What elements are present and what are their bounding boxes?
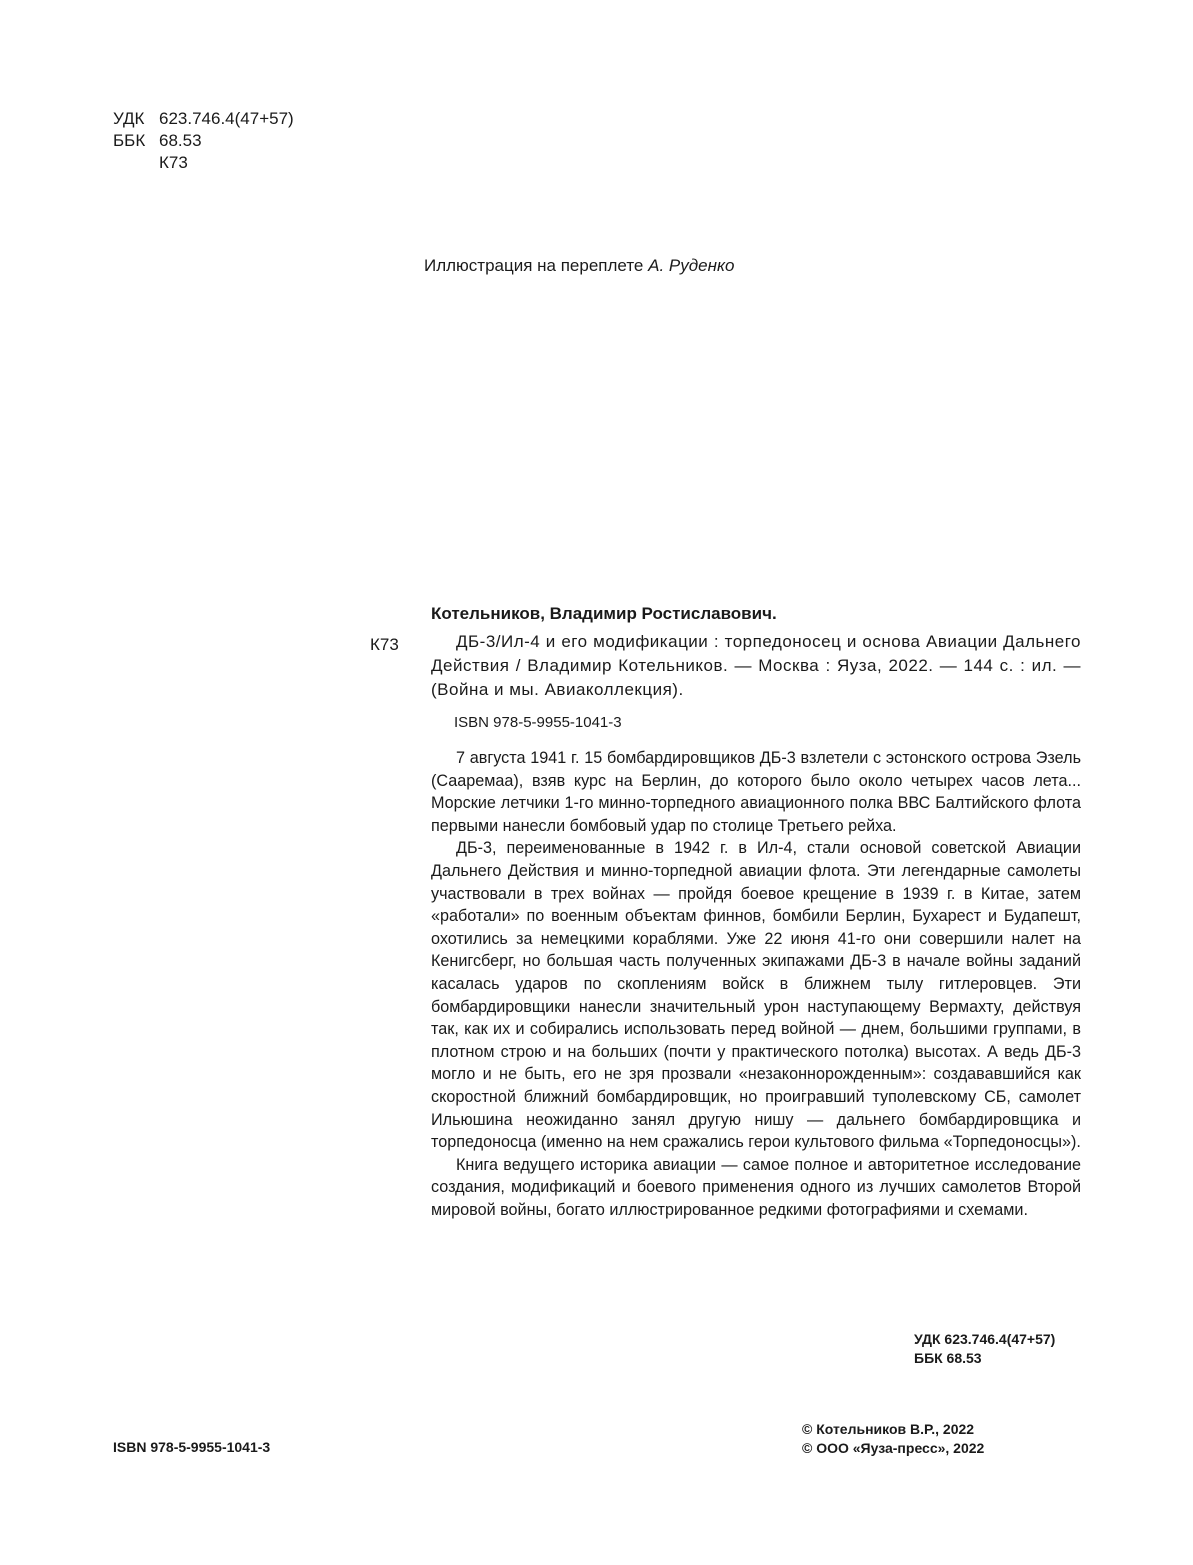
bib-author: Котельников, Владимир Ростиславович. [431, 604, 777, 623]
footer-isbn: ISBN 978-5-9955-1041-3 [113, 1439, 271, 1455]
bib-description: ДБ-3/Ил-4 и его модификации : торпедоносец и основа Авиации Дальнего Действия / Владимир Котельников. — Москва : Яуза, 2022. — 144 с. : ил. — (Война и мы. Авиаколлекция). [431, 632, 1081, 699]
classification-top [113, 108, 294, 174]
author-mark-top: К73 [159, 153, 188, 172]
abstract-paragraph: 7 августа 1941 г. 15 бомбардировщиков ДБ-3 взлетели с эстонского острова Эзель (Сааремаа), взяв курс на Берлин, до которого было около четырех часов лета... Морские летчики 1-го минно-торпедного авиационного полка ВВС Балтийского флота первыми нанесли бомбовый удар по столице Третьего рейха. [431, 749, 1081, 835]
bib-author-mark: К73 [370, 635, 399, 654]
udk-row [113, 108, 294, 130]
copyrights [802, 1420, 984, 1458]
bbk-value: 68.53 [159, 131, 202, 150]
author-mark-row [113, 152, 294, 174]
copyright-publisher: © ООО «Яуза-пресс», 2022 [802, 1440, 985, 1456]
bib-isbn: ISBN 978-5-9955-1041-3 [454, 714, 622, 731]
bbk-bottom: ББК 68.53 [914, 1350, 982, 1366]
bbk-row [113, 130, 294, 152]
illustration-artist: А. Руденко [648, 256, 735, 275]
udk-value: 623.746.4(47+57) [159, 109, 294, 128]
udk-bottom: УДК 623.746.4(47+57) [914, 1331, 1056, 1347]
udk-label: УДК [113, 109, 145, 128]
illustration-prefix: Иллюстрация на переплете [424, 256, 644, 275]
classification-bottom [914, 1330, 1055, 1368]
illustration-credit [424, 256, 734, 276]
abstract-paragraph: Книга ведущего историка авиации — самое полное и авторитетное исследование создания, модификаций и боевого применения одного из лучших самолетов Второй мировой войны, богато иллюстрированное редкими фотографиями и схемами. [431, 1155, 1081, 1219]
abstract [431, 747, 1081, 1221]
abstract-paragraph: ДБ-3, переименованные в 1942 г. в Ил-4, стали основой советской Авиации Дальнего Действия и минно-торпедной авиации флота. Эти легендарные самолеты участвовали в трех войнах — пройдя боевое крещение в 1939 г. в Китае, затем «работали» по военным объектам финнов, бомбили Берлин, Бухарест и Будапешт, охотились за немецкими кораблями. Уже 22 июня 41-го они совершили налет на Кенигсберг, но большая часть полученных экипажами ДБ-3 в начале войны заданий касалась ударов по скоплениям войск в ближнем тылу гитлеровцев. Эти бомбардировщики нанесли значительный урон наступающему Вермахту, действуя так, как их и собирались использовать перед войной — днем, большими группами, в плотном строю и на больших (почти у практического потолка) высотах. А ведь ДБ-3 могло и не быть, его не зря прозвали «незаконнорожденным»: создававшийся как скоростной ближний бомбардировщик, но проигравший туполевскому СБ, самолет Ильюшина неожиданно занял другую нишу — дальнего бомбардировщика и торпедоносца (именно на нем сражались герои культового фильма «Торпедоносцы»). [431, 839, 1081, 1152]
copyright-author: © Котельников В.Р., 2022 [802, 1421, 975, 1437]
bbk-label: ББК [113, 131, 146, 150]
